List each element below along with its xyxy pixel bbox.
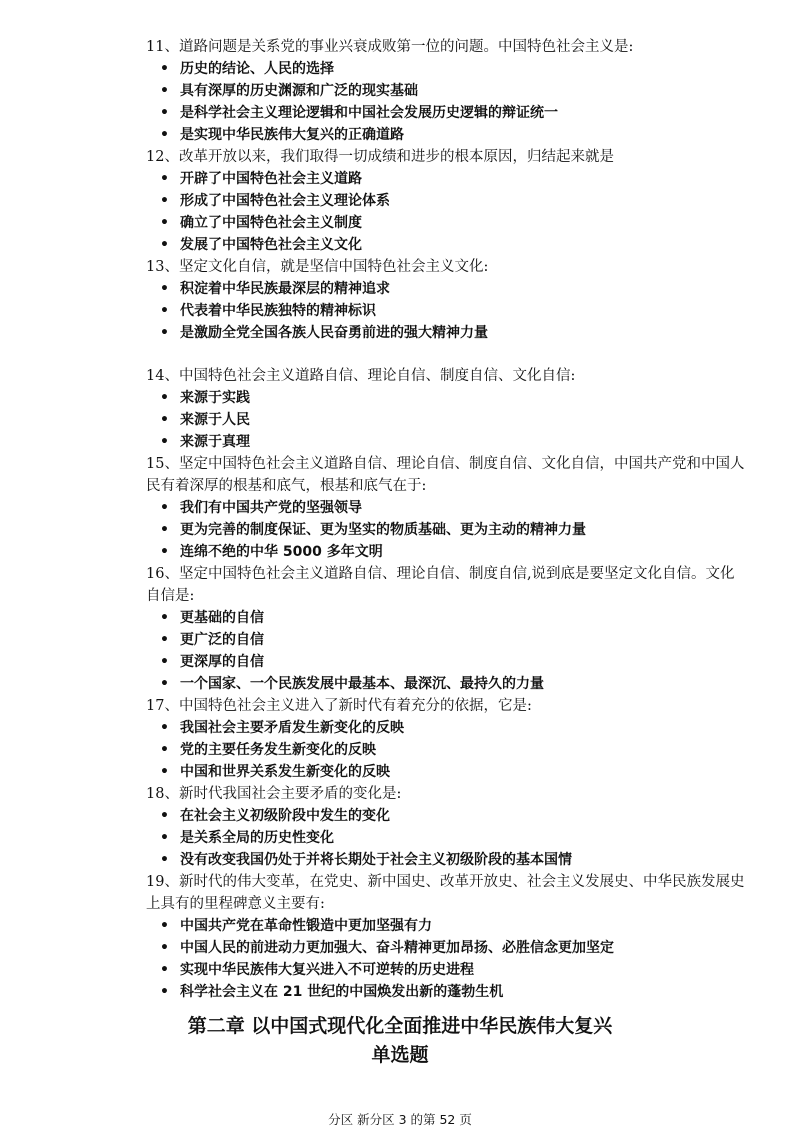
answer-text: 代表着中华民族独特的精神标识 [180, 303, 376, 319]
answer-text: 实现中华民族伟大复兴进入不可逆转的历史进程 [180, 962, 474, 978]
bullet-icon: • [160, 412, 169, 428]
answer-item [146, 915, 746, 937]
bullet-icon: • [160, 764, 169, 780]
answer-item [146, 717, 746, 739]
answer-item [146, 651, 746, 673]
bullet-icon: • [160, 522, 169, 538]
answer-item [146, 387, 746, 409]
answer-text: 开辟了中国特色社会主义道路 [180, 171, 362, 187]
answer-item [146, 541, 746, 563]
answer-item [146, 190, 746, 212]
answer-item [146, 409, 746, 431]
bullet-icon: • [160, 918, 169, 934]
bullet-icon: • [160, 171, 169, 187]
answer-item [146, 849, 746, 871]
answer-text: 我国社会主要矛盾发生新变化的反映 [180, 720, 404, 736]
answer-text: 是激励全党全国各族人民奋勇前进的强大精神力量 [180, 325, 488, 341]
question-text: 15、坚定中国特色社会主义道路自信、理论自信、制度自信、文化自信，中国共产党和中国人民有着深厚的根基和底气，根基和底气在于: [146, 456, 745, 494]
answer-text: 是实现中华民族伟大复兴的正确道路 [180, 127, 404, 143]
answer-text: 科学社会主义在 21 世纪的中国焕发出新的蓬勃生机 [180, 984, 504, 1000]
bullet-icon: • [160, 852, 169, 868]
bullet-icon: • [160, 632, 169, 648]
answer-item [146, 827, 746, 849]
bullet-icon: • [160, 390, 169, 406]
bullet-icon: • [160, 303, 169, 319]
bullet-icon: • [160, 105, 169, 121]
answer-item [146, 322, 746, 344]
answer-list [146, 805, 746, 871]
answer-text: 更广泛的自信 [180, 632, 264, 648]
bullet-icon: • [160, 610, 169, 626]
question-text: 13、坚定文化自信，就是坚信中国特色社会主义文化: [146, 259, 489, 275]
answer-text: 更为完善的制度保证、更为坚实的物质基础、更为主动的精神力量 [180, 522, 586, 538]
answer-text: 中国共产党在革命性锻造中更加坚强有力 [180, 918, 432, 934]
answer-item [146, 937, 746, 959]
answer-text: 是关系全局的历史性变化 [180, 830, 334, 846]
spacer [146, 344, 746, 365]
bullet-icon: • [160, 654, 169, 670]
bullet-icon: • [160, 742, 169, 758]
answer-item [146, 497, 746, 519]
answer-item [146, 431, 746, 453]
answer-text: 在社会主义初级阶段中发生的变化 [180, 808, 390, 824]
answer-text: 没有改变我国仍处于并将长期处于社会主义初级阶段的基本国情 [180, 852, 572, 868]
answer-text: 具有深厚的历史渊源和广泛的现实基础 [180, 83, 418, 99]
answer-item [146, 673, 746, 695]
bullet-icon: • [160, 237, 169, 253]
answer-text: 来源于人民 [180, 412, 250, 428]
answer-list [146, 915, 746, 1003]
bullet-icon: • [160, 193, 169, 209]
bullet-icon: • [160, 83, 169, 99]
answer-item [146, 102, 746, 124]
answer-text: 党的主要任务发生新变化的反映 [180, 742, 376, 758]
bullet-icon: • [160, 61, 169, 77]
chapter-title: 第二章 以中国式现代化全面推进中华民族伟大复兴 [187, 1015, 613, 1037]
answer-text: 连绵不绝的中华 5000 多年文明 [180, 544, 383, 560]
answer-list [146, 168, 746, 256]
question-text: 11、道路问题是关系党的事业兴衰成败第一位的问题。中国特色社会主义是: [146, 39, 634, 55]
answer-text: 中国和世界关系发生新变化的反映 [180, 764, 390, 780]
answer-list [146, 387, 746, 453]
answer-item [146, 124, 746, 146]
bullet-icon: • [160, 544, 169, 560]
answer-item [146, 959, 746, 981]
bullet-icon: • [160, 940, 169, 956]
answer-text: 来源于真理 [180, 434, 250, 450]
answer-text: 确立了中国特色社会主义制度 [180, 215, 362, 231]
bullet-icon: • [160, 962, 169, 978]
bullet-icon: • [160, 127, 169, 143]
bullet-icon: • [160, 215, 169, 231]
answer-text: 积淀着中华民族最深层的精神追求 [180, 281, 390, 297]
answer-text: 中国人民的前进动力更加强大、奋斗精神更加昂扬、必胜信念更加坚定 [180, 940, 614, 956]
question-text: 17、中国特色社会主义进入了新时代有着充分的依据，它是: [146, 698, 532, 714]
answer-item [146, 278, 746, 300]
answer-text: 更深厚的自信 [180, 654, 264, 670]
answer-item [146, 58, 746, 80]
answer-item [146, 981, 746, 1003]
answer-item [146, 300, 746, 322]
answer-item [146, 739, 746, 761]
answer-text: 来源于实践 [180, 390, 250, 406]
answer-text: 是科学社会主义理论逻辑和中国社会发展历史逻辑的辩证统一 [180, 105, 558, 121]
answer-text: 形成了中国特色社会主义理论体系 [180, 193, 390, 209]
answer-item [146, 629, 746, 651]
bullet-icon: • [160, 830, 169, 846]
answer-item [146, 80, 746, 102]
bullet-icon: • [160, 720, 169, 736]
page-footer: 分区 新分区 3 的第 52 页 [328, 1112, 472, 1127]
bullet-icon: • [160, 500, 169, 516]
answer-text: 更基础的自信 [180, 610, 264, 626]
answer-item [146, 805, 746, 827]
bullet-icon: • [160, 434, 169, 450]
answer-list [146, 717, 746, 783]
bullet-icon: • [160, 984, 169, 1000]
bullet-icon: • [160, 808, 169, 824]
bullet-icon: • [160, 676, 169, 692]
bullet-icon: • [160, 325, 169, 341]
question-text: 19、新时代的伟大变革，在党史、新中国史、改革开放史、社会主义发展史、中华民族发展史上具有的里程碑意义主要有: [146, 874, 745, 912]
question-text: 14、中国特色社会主义道路自信、理论自信、制度自信、文化自信: [146, 368, 576, 384]
answer-item [146, 212, 746, 234]
answer-item [146, 168, 746, 190]
question-text: 12、改革开放以来，我们取得一切成绩和进步的根本原因，归结起来就是 [146, 149, 614, 165]
question-text: 16、坚定中国特色社会主义道路自信、理论自信、制度自信,说到底是要坚定文化自信。文化自信是: [146, 566, 735, 604]
answer-item [146, 234, 746, 256]
answer-item [146, 607, 746, 629]
question-list [146, 36, 746, 1003]
answer-list [146, 497, 746, 563]
answer-text: 历史的结论、人民的选择 [180, 61, 334, 77]
section-title: 单选题 [371, 1044, 429, 1066]
answer-list [146, 58, 746, 146]
answer-text: 一个国家、一个民族发展中最基本、最深沉、最持久的力量 [180, 676, 544, 692]
bullet-icon: • [160, 281, 169, 297]
answer-text: 我们有中国共产党的坚强领导 [180, 500, 362, 516]
answer-list [146, 607, 746, 695]
answer-item [146, 519, 746, 541]
question-text: 18、新时代我国社会主要矛盾的变化是: [146, 786, 402, 802]
answer-text: 发展了中国特色社会主义文化 [180, 237, 362, 253]
answer-list [146, 278, 746, 344]
answer-item [146, 761, 746, 783]
